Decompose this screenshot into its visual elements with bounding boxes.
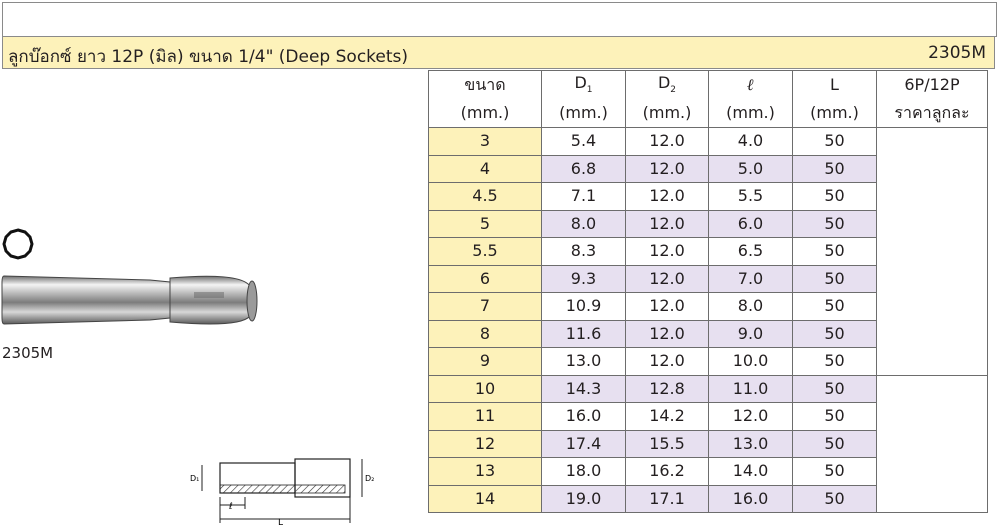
header-l-small-unit: (mm.) (709, 99, 793, 128)
cell-d1: 13.0 (542, 348, 626, 376)
cell-l-total: 50 (793, 183, 877, 211)
cell-size: 6 (429, 265, 542, 293)
table-row (429, 375, 988, 403)
cell-d1: 5.4 (542, 128, 626, 156)
title-bar (2, 36, 995, 69)
cell-d2: 16.2 (626, 458, 709, 486)
cell-d2: 12.0 (626, 293, 709, 321)
page-title: ลูกบ๊อกซ์ ยาว 12P (มิล) ขนาด 1/4" (Deep Sockets) (8, 47, 409, 67)
product-code-label: 2305M (2, 344, 54, 362)
cell-l-total: 50 (793, 238, 877, 266)
diagram-label-d2: D₂ (365, 474, 375, 483)
spec-table (428, 70, 988, 513)
header-d2-unit: (mm.) (626, 99, 709, 128)
cell-l-total: 50 (793, 348, 877, 376)
cell-l: 4.0 (709, 128, 793, 156)
cell-d1: 10.9 (542, 293, 626, 321)
header-l: L (793, 71, 877, 100)
cell-size: 4 (429, 155, 542, 183)
cell-l: 10.0 (709, 348, 793, 376)
cell-size: 14 (429, 485, 542, 513)
cell-d1: 11.6 (542, 320, 626, 348)
header-price-unit: ราคาลูกละ (877, 99, 988, 128)
cell-l-total: 50 (793, 375, 877, 403)
cell-d1: 7.1 (542, 183, 626, 211)
cell-d2: 12.0 (626, 210, 709, 238)
cell-l-total: 50 (793, 293, 877, 321)
cell-size: 8 (429, 320, 542, 348)
cell-price (877, 375, 988, 513)
cell-l-total: 50 (793, 265, 877, 293)
diagram-label-l-small: ℓ (229, 502, 233, 512)
cell-d2: 12.8 (626, 375, 709, 403)
cell-d1: 6.8 (542, 155, 626, 183)
cell-size: 7 (429, 293, 542, 321)
cell-d1: 8.0 (542, 210, 626, 238)
header-size: ขนาด (429, 71, 542, 100)
cell-size: 4.5 (429, 183, 542, 211)
dimension-diagram (190, 455, 380, 527)
cell-d1: 16.0 (542, 403, 626, 431)
cell-l: 11.0 (709, 375, 793, 403)
cell-d1: 8.3 (542, 238, 626, 266)
cell-l: 8.0 (709, 293, 793, 321)
cell-l: 6.5 (709, 238, 793, 266)
cell-l: 5.5 (709, 183, 793, 211)
header-d2: $D_2$ (626, 71, 709, 100)
cell-l: 12.0 (709, 403, 793, 431)
cell-l: 7.0 (709, 265, 793, 293)
cell-l-total: 50 (793, 128, 877, 156)
header-d1-unit: (mm.) (542, 99, 626, 128)
cell-l: 13.0 (709, 430, 793, 458)
header-d1: $D_1$ (542, 71, 626, 100)
cell-d2: 15.5 (626, 430, 709, 458)
cell-l-total: 50 (793, 458, 877, 486)
cell-size: 9 (429, 348, 542, 376)
cell-d2: 14.2 (626, 403, 709, 431)
diagram-label-d1: D₁ (190, 474, 200, 483)
cell-l-total: 50 (793, 155, 877, 183)
cell-price (877, 128, 988, 376)
cell-d2: 12.0 (626, 265, 709, 293)
cell-l: 5.0 (709, 155, 793, 183)
cell-d1: 18.0 (542, 458, 626, 486)
cell-d1: 17.4 (542, 430, 626, 458)
cell-d1: 19.0 (542, 485, 626, 513)
cell-size: 13 (429, 458, 542, 486)
diagram-label-l: L (278, 518, 284, 527)
top-strip (2, 2, 997, 37)
cell-l-total: 50 (793, 210, 877, 238)
cell-d2: 12.0 (626, 348, 709, 376)
cell-size: 11 (429, 403, 542, 431)
cell-d2: 17.1 (626, 485, 709, 513)
cell-d2: 12.0 (626, 155, 709, 183)
cell-l: 16.0 (709, 485, 793, 513)
cell-d2: 12.0 (626, 238, 709, 266)
cell-l: 14.0 (709, 458, 793, 486)
cell-d2: 12.0 (626, 128, 709, 156)
cell-l-total: 50 (793, 320, 877, 348)
catalog-code: 2305M (928, 43, 986, 63)
cell-l-total: 50 (793, 403, 877, 431)
cell-l-total: 50 (793, 430, 877, 458)
cell-l: 6.0 (709, 210, 793, 238)
deep-socket-photo (0, 228, 300, 348)
header-l-unit: (mm.) (793, 99, 877, 128)
cell-d1: 9.3 (542, 265, 626, 293)
cell-size: 3 (429, 128, 542, 156)
header-price: 6P/12P (877, 71, 988, 100)
cell-size: 5 (429, 210, 542, 238)
cell-d2: 12.0 (626, 320, 709, 348)
header-l-small: ℓ (709, 71, 793, 100)
cell-d1: 14.3 (542, 375, 626, 403)
cell-size: 12 (429, 430, 542, 458)
cell-size: 10 (429, 375, 542, 403)
cell-l-total: 50 (793, 485, 877, 513)
table-row (429, 128, 988, 156)
cell-size: 5.5 (429, 238, 542, 266)
header-size-unit: (mm.) (429, 99, 542, 128)
cell-l: 9.0 (709, 320, 793, 348)
cell-d2: 12.0 (626, 183, 709, 211)
